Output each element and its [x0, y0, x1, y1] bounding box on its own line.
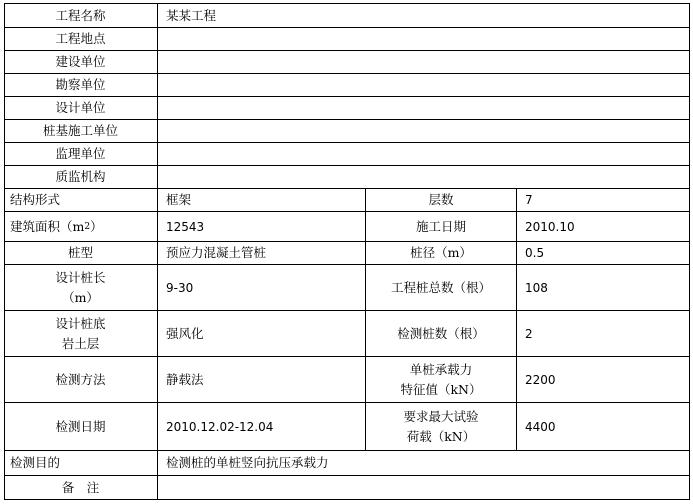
pile-base-stratum-label-line2: 岩土层 [61, 335, 100, 351]
pile-base-stratum-value: 强风化 [166, 325, 204, 341]
max-test-load-label-line2: 荷载（kN） [406, 428, 476, 444]
building-area-label: 建筑面积（m 2 ） [4, 212, 157, 241]
design-pile-length-label [4, 265, 157, 310]
design-pile-length-label-line2: （m） [62, 289, 99, 305]
test-purpose-value: 检测桩的单桩竖向抗压承载力 [166, 455, 329, 470]
supervision-unit-label: 监理单位 [55, 146, 106, 161]
construction-unit-value [158, 51, 689, 73]
survey-unit-label: 勘察单位 [55, 77, 106, 92]
building-area-label-close: ） [90, 218, 103, 234]
total-piles-value: 108 [525, 280, 548, 295]
structure-type-value: 框架 [166, 192, 192, 207]
remarks-value [158, 476, 689, 499]
construction-unit-label: 建设单位 [55, 54, 106, 69]
pile-contractor-value [158, 120, 689, 142]
quality-agency-label: 质监机构 [55, 169, 106, 184]
construction-date-label: 施工日期 [415, 218, 466, 234]
floors-value: 7 [525, 193, 533, 207]
building-area-label-text: 建筑面积（m [10, 218, 85, 234]
design-pile-length-label-line1: 设计桩长 [55, 269, 106, 285]
test-purpose-label: 检测目的 [10, 455, 61, 470]
building-area-value: 12543 [166, 219, 205, 234]
single-pile-capacity-label-line2: 特征值（kN） [400, 381, 482, 397]
design-pile-length-value: 9-30 [166, 280, 194, 295]
design-unit-label: 设计单位 [55, 100, 106, 115]
pile-base-stratum-label-line1: 设计桩底 [55, 315, 106, 331]
structure-type-label: 结构形式 [10, 192, 61, 207]
max-test-load-label-line1: 要求最大试验 [403, 408, 479, 424]
pile-base-stratum-label [4, 311, 157, 356]
total-piles-label: 工程桩总数（根） [390, 279, 491, 295]
test-date-label: 检测日期 [55, 418, 106, 434]
pile-diameter-value: 0.5 [525, 246, 545, 260]
project-info-form [4, 3, 690, 500]
floors-label: 层数 [428, 192, 454, 207]
survey-unit-value [158, 74, 689, 96]
project-name-value: 某某工程 [166, 7, 217, 23]
quality-agency-value [158, 166, 689, 188]
project-name-label: 工程名称 [55, 7, 106, 23]
design-unit-value [158, 97, 689, 119]
max-test-load-value: 4400 [525, 419, 556, 434]
test-method-label: 检测方法 [55, 371, 106, 387]
single-pile-capacity-label [366, 357, 516, 402]
pile-contractor-label: 桩基施工单位 [42, 123, 118, 138]
project-location-value [158, 28, 689, 50]
test-date-value: 2010.12.02-12.04 [166, 419, 274, 434]
tested-piles-label: 检测桩数（根） [397, 325, 485, 341]
construction-date-value: 2010.10 [525, 219, 575, 234]
pile-type-label: 桩型 [67, 245, 93, 260]
test-method-value: 静载法 [166, 371, 204, 387]
pile-diameter-label: 桩径（m） [410, 245, 472, 260]
pile-type-value: 预应力混凝土管桩 [166, 245, 267, 260]
project-location-label: 工程地点 [55, 31, 106, 46]
tested-piles-value: 2 [525, 326, 533, 341]
single-pile-capacity-label-line1: 单桩承载力 [409, 361, 473, 377]
single-pile-capacity-value: 2200 [525, 372, 556, 387]
remarks-label: 备 注 [61, 479, 100, 495]
max-test-load-label [366, 403, 516, 450]
supervision-unit-value [158, 143, 689, 165]
